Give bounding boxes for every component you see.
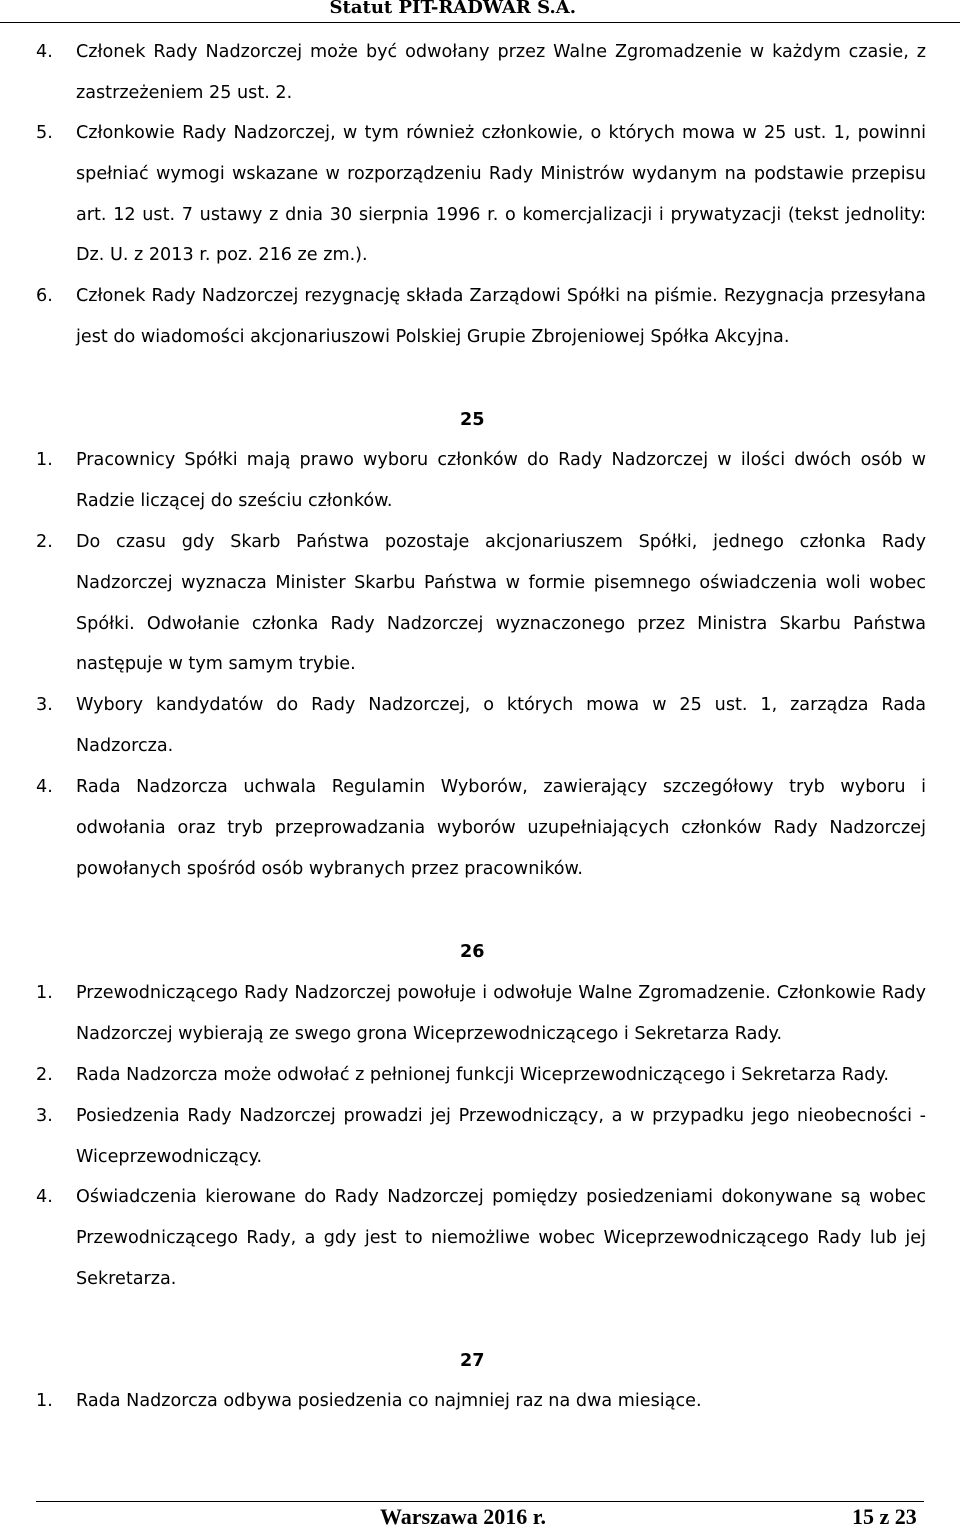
page-header [0, 0, 960, 23]
item-number: 1. [36, 450, 53, 470]
item-text: Rada Nadzorcza uchwala Regulamin Wyborów, zawierający szczegółowy tryb wyboru i odwołania oraz tryb przeprowadzania wyborów uzupełniających członków Rady Nadzorczej powołanych spośród osób wybranych przez pracowników. [76, 777, 926, 879]
item-text: Posiedzenia Rady Nadzorczej prowadzi jej Przewodniczący, a w przypadku jego nieobecności - Wiceprzewodniczący. [76, 1106, 926, 1167]
item-number: 5. [36, 123, 53, 143]
section-heading: 25 [460, 410, 485, 430]
section-heading: 26 [460, 942, 485, 962]
list-item [36, 440, 926, 522]
item-number: 1. [36, 1391, 53, 1411]
item-text: Rada Nadzorcza odbywa posiedzenia co najmniej raz na dwa miesiące. [76, 1391, 702, 1411]
item-text: Oświadczenia kierowane do Rady Nadzorczej pomiędzy posiedzeniami dokonywane są wobec Przewodniczącego Rady, a gdy jest to niemożliwe wobec Wiceprzewodniczącego Rady lub jej Sekretarza. [76, 1187, 926, 1289]
list-item [36, 767, 926, 889]
item-text: Pracownicy Spółki mają prawo wyboru członków do Rady Nadzorczej w ilości dwóch osób w Radzie liczącej do sześciu członków. [76, 450, 926, 511]
item-number: 3. [36, 1106, 53, 1126]
item-text: Wybory kandydatów do Rady Nadzorczej, o których mowa w 25 ust. 1, zarządza Rada Nadzorcza. [76, 695, 926, 756]
footer-divider [36, 1501, 924, 1502]
list-item [36, 973, 926, 1055]
item-number: 4. [36, 777, 53, 797]
item-text: Członkowie Rady Nadzorczej, w tym również członkowie, o których mowa w 25 ust. 1, powinni spełniać wymogi wskazane w rozporządzeniu Rady Ministrów wydanym na podstawie przepisu art. 12 ust. 7 ustawy z dnia 30 sierpnia 1996 r. o komercjalizacji i prywatyzacji (tekst jednolity: Dz. U. z 2013 r. poz. 216 ze zm.). [76, 123, 926, 266]
list-item [36, 1177, 926, 1299]
item-text: Przewodniczącego Rady Nadzorczej powołuje i odwołuje Walne Zgromadzenie. Członkowie Rady Nadzorczej wybierają ze swego grona Wiceprzewodniczącego i Sekretarza Rady. [76, 983, 926, 1044]
item-number: 4. [36, 1187, 53, 1207]
list-item [36, 1381, 926, 1422]
list-item [36, 522, 926, 685]
item-text: Do czasu gdy Skarb Państwa pozostaje akcjonariuszem Spółki, jednego członka Rady Nadzorczej wyznacza Minister Skarbu Państwa w formie pisemnego oświadczenia woli wobec Spółki. Odwołanie członka Rady Nadzorczej wyznaczonego przez Ministra Skarbu Państwa następuje w tym samym trybie. [76, 532, 926, 675]
footer-place-date: Warszawa 2016 r. [380, 1504, 547, 1529]
document-title: Statut PIT-RADWAR S.A. [329, 0, 576, 18]
item-number: 3. [36, 695, 53, 715]
list-item [36, 276, 926, 358]
item-number: 6. [36, 286, 53, 306]
item-text: Członek Rady Nadzorczej może być odwołany przez Walne Zgromadzenie w każdym czasie, z zastrzeżeniem 25 ust. 2. [76, 42, 926, 103]
section-heading: 27 [460, 1351, 485, 1371]
page-number: 15 z 23 [852, 1504, 917, 1529]
item-number: 2. [36, 1065, 53, 1085]
list-item [36, 1055, 926, 1096]
item-number: 4. [36, 42, 53, 62]
list-item [36, 1096, 926, 1178]
item-text: Rada Nadzorcza może odwołać z pełnionej funkcji Wiceprzewodniczącego i Sekretarza Rady. [76, 1065, 889, 1085]
item-text: Członek Rady Nadzorczej rezygnację składa Zarządowi Spółki na piśmie. Rezygnacja przesyłana jest do wiadomości akcjonariuszowi Polskiej Grupie Zbrojeniowej Spółka Akcyjna. [76, 286, 926, 347]
list-item [36, 113, 926, 276]
list-item [36, 32, 926, 114]
list-item [36, 685, 926, 767]
item-number: 2. [36, 532, 53, 552]
item-number: 1. [36, 983, 53, 1003]
